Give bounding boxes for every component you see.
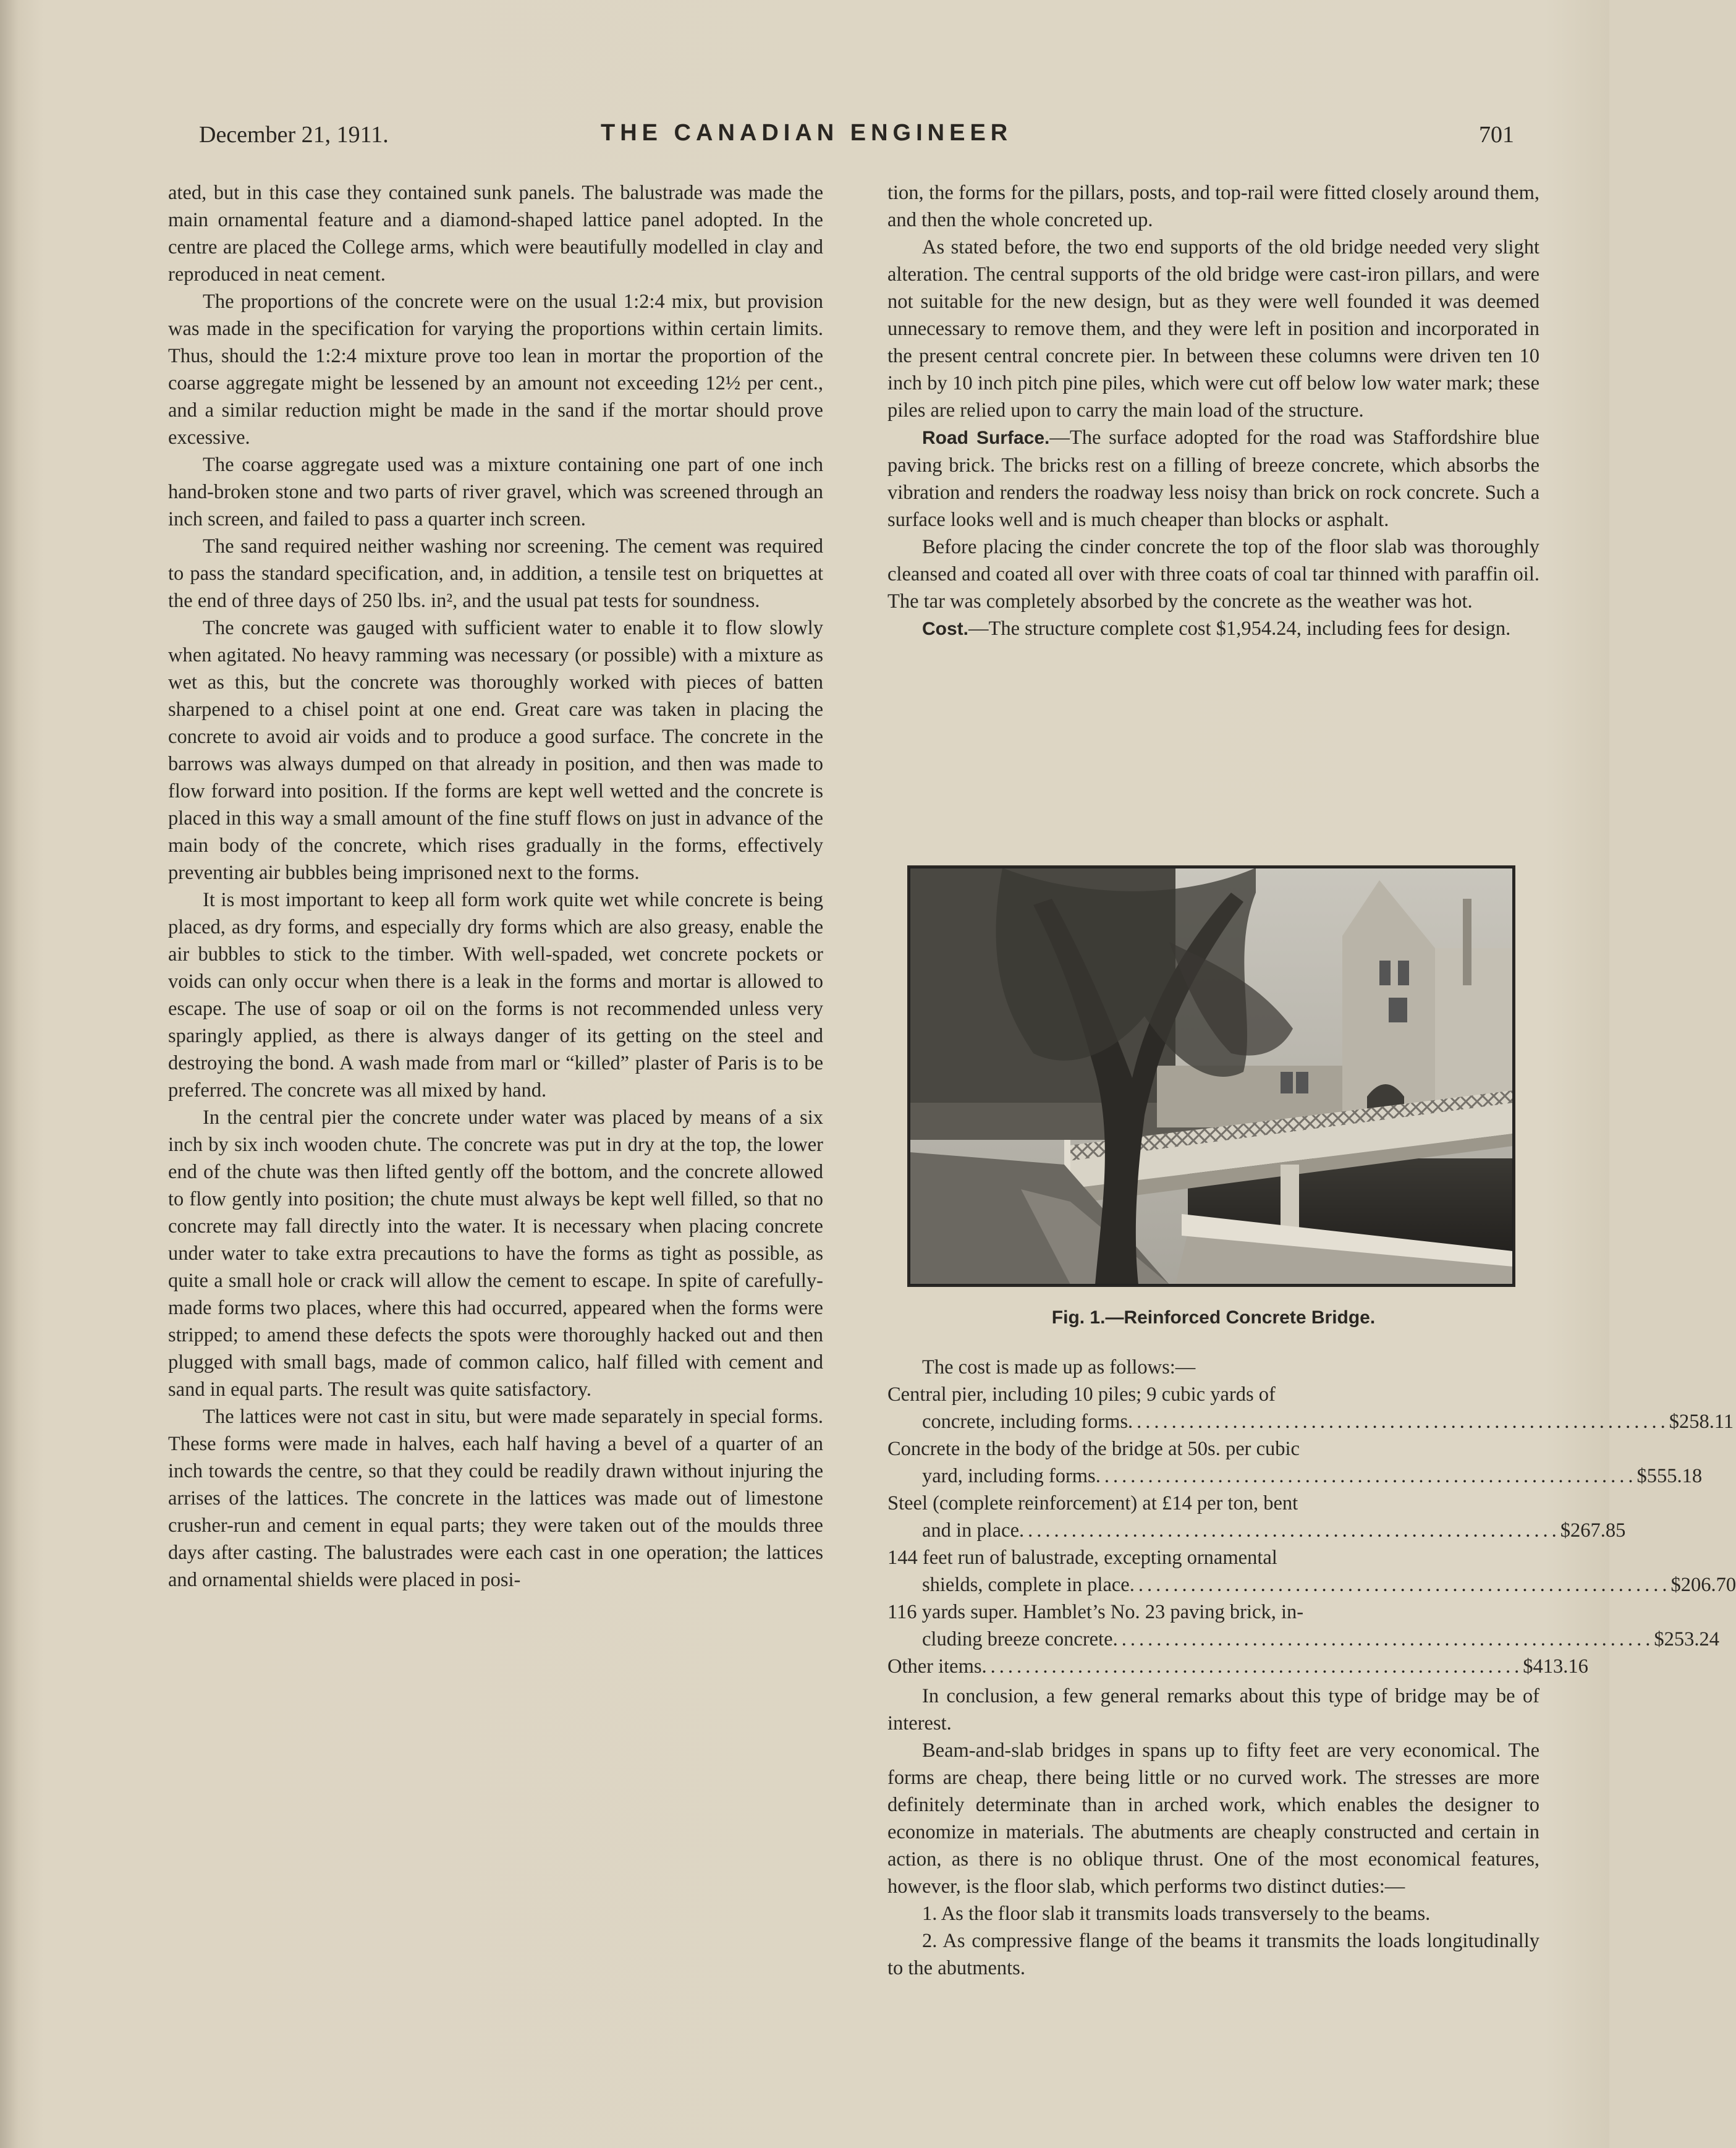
cost-item-description-cont: shields, complete in place [922, 1574, 1130, 1596]
cost-item-amount: $253.24 [1654, 1628, 1719, 1650]
cost-text: —The structure complete cost $1,954.24, including fees for design. [968, 618, 1511, 640]
cost-item-description: 116 yards super. Hamblet’s No. 23 paving brick, in- [887, 1601, 1304, 1623]
cost-item-other: Other items .............................................................. $413.16 [887, 1653, 1539, 1680]
left-column [168, 179, 823, 1594]
paragraph: As stated before, the two end supports of the old bridge needed very slight alteration. The central supports of the old bridge were cast-iron pillars, and were not suitable for the new design, but as they were well founded it was deemed unnecessary to remove them, and they were left in position and incorporated in the present central concrete pier. In between these columns were driven ten 10 inch by 10 inch pitch pine piles, which were cut off below low water mark; these piles are relied upon to carry the main load of the structure. [887, 236, 1539, 422]
cost-item-description: Concrete in the body of the bridge at 50s. per cubic [887, 1438, 1300, 1460]
paragraph: In conclusion, a few general remarks about this type of bridge may be of interest. [887, 1685, 1539, 1734]
cost-item-description-cont: cluding breeze concrete [922, 1628, 1113, 1650]
paragraph: The lattices were not cast in situ, but were made separately in special forms. These forms were made in halves, each half having a bevel of a quarter of an inch towards the centre, so that they could be readily drawn without injuring the arrises of the lattices. The concrete in the lattices was made out of limestone crusher-run and cement in equal parts; they were taken out of the moulds three days after casting. The balustrades were each cast in one operation; the lattices and ornamental shields were placed in posi- [168, 1406, 823, 1591]
paragraph [887, 615, 1539, 643]
bridge-photograph [907, 865, 1515, 1287]
paragraph: The sand required neither washing nor screening. The cement was required to pass the standard specification, and, in addition, a tensile test on briquettes at the end of three days of 250 lbs. in², and the usual pat tests for soundness. [168, 535, 823, 612]
cost-item: Concrete in the body of the bridge at 50s. per cubic yard, including forms .............................................................. $555.18 [887, 1435, 1539, 1490]
cost-item-description-cont: yard, including forms [922, 1465, 1096, 1487]
cost-intro: The cost is made up as follows:— [922, 1356, 1196, 1378]
cost-item-description-cont: concrete, including forms [922, 1411, 1128, 1433]
bridge-photo-illustration [910, 868, 1513, 1284]
paragraph [887, 424, 1539, 533]
issue-date: December 21, 1911. [199, 122, 389, 148]
paragraph: Before placing the cinder concrete the top of the floor slab was thoroughly cleansed and coated all over with three coats of coal tar thinned with paraffin oil. The tar was completely absorbed by the concrete as the weather was hot. [887, 536, 1539, 613]
cost-item-amount: $413.16 [1523, 1655, 1588, 1678]
figure-caption: Fig. 1.—Reinforced Concrete Bridge. [1051, 1307, 1376, 1328]
page-number: 701 [1479, 122, 1514, 148]
paragraph: The coarse aggregate used was a mixture containing one part of one inch hand-broken stone and two parts of river gravel, which was screened through an inch screen, and failed to pass a quarter inch screen. [168, 454, 823, 530]
cost-item: Steel (complete reinforcement) at £14 per ton, bent and in place .............................................................. $267.85 [887, 1490, 1539, 1544]
conclusion-section [887, 1683, 1539, 1982]
cost-heading: Cost. [922, 619, 968, 639]
paragraph: Beam-and-slab bridges in spans up to fifty feet are very economical. The forms are cheap, there being little or no curved work. The stresses are more definitely determinate than in arched work, which enables the designer to economize in materials. The abutments are cheaply constructed and certain in action, as there is no oblique thrust. One of the most economical features, however, is the floor slab, which performs two distinct duties:— [887, 1739, 1539, 1898]
cost-breakdown [887, 1354, 1736, 1680]
cost-item-amount: $555.18 [1636, 1465, 1703, 1487]
cost-item: 144 feet run of balustrade, excepting ornamental shields, complete in place .............................................................. $206.70 [887, 1544, 1539, 1598]
paragraph: 2. As compressive flange of the beams it transmits the loads longitudinally to the abutments. [887, 1930, 1539, 1979]
paragraph: In the central pier the concrete under water was placed by means of a six inch by six inch wooden chute. The concrete was put in dry at the top, the lower end of the chute was then lifted gently off the bottom, and the concrete allowed to flow gently into position; the chute must always be kept well filled, so that no concrete may fall directly into the water. It is necessary when placing concrete under water to take extra precautions to have the forms as tight as possible, as quite a small hole or crack will allow the cement to escape. In spite of carefully-made forms two places, where this had occurred, appeared when the forms were stripped; to amend these defects the spots were thoroughly hacked out and then plugged with small bags, made of common calico, half filled with cement and sand in equal parts. The result was quite satisfactory. [168, 1106, 823, 1401]
paragraph: The proportions of the concrete were on the usual 1:2:4 mix, but provision was made in the specification for varying the proportions within certain limits. Thus, should the 1:2:4 mixture prove too lean in mortar the proportion of the coarse aggregate might be lessened by an amount not exceeding 12½ per cent., and a similar reduction might be made in the sand if the mortar should prove excessive. [168, 291, 823, 449]
cost-item-amount: $267.85 [1560, 1519, 1626, 1542]
right-column [887, 179, 1539, 643]
cost-item-description: 144 feet run of balustrade, excepting ornamental [887, 1547, 1277, 1569]
paragraph: 1. As the floor slab it transmits loads transversely to the beams. [922, 1903, 1431, 1925]
cost-item: 116 yards super. Hamblet’s No. 23 paving brick, in- cluding breeze concrete .............................................................. $253.24 [887, 1598, 1539, 1653]
page-header [199, 117, 1514, 155]
cost-item-description: Other items [887, 1655, 982, 1678]
cost-item-description: Steel (complete reinforcement) at £14 per ton, bent [887, 1492, 1298, 1514]
paragraph: ated, but in this case they contained sunk panels. The balustrade was made the main ornamental feature and a diamond-shaped lattice panel adopted. In the centre are placed the College arms, which were beautifully modelled in clay and reproduced in neat cement. [168, 182, 823, 286]
paragraph: It is most important to keep all form work quite wet while concrete is being placed, as dry forms, and especially dry forms which are also greasy, enable the air bubbles to stick to the timber. With well-spaded, wet concrete pockets or voids can only occur when there is a leak in the forms and mortar is allowed to escape. The use of soap or oil on the forms is not recommended unless very sparingly applied, as there is always danger of its getting on the steel and destroying the bond. A wash made from marl or “killed” plaster of Paris is to be preferred. The concrete was all mixed by hand. [168, 889, 823, 1102]
road-surface-text: —The surface adopted for the road was Staffordshire blue paving brick. The bricks rest on a filling of breeze concrete, which absorbs the vibration and renders the roadway less noisy than brick on rock concrete. Such a surface looks well and is much cheaper than blocks or asphalt. [887, 427, 1539, 531]
cost-item-amount: $206.70 [1670, 1574, 1736, 1596]
paragraph: tion, the forms for the pillars, posts, and top-rail were fitted closely around them, and then the whole concreted up. [887, 182, 1539, 231]
cost-item: Central pier, including 10 piles; 9 cubic yards of concrete, including forms .............................................................. $258.11 [887, 1381, 1539, 1435]
cost-item-description: Central pier, including 10 piles; 9 cubic yards of [887, 1383, 1276, 1406]
cost-item-amount: $258.11 [1669, 1411, 1734, 1433]
journal-title: THE CANADIAN ENGINEER [601, 120, 1013, 146]
paragraph: The concrete was gauged with sufficient water to enable it to flow slowly when agitated. No heavy ramming was necessary (or possible) with a mixture as wet as this, but the concrete was thoroughly worked with pieces of batten sharpened to a chisel point at one end. Great care was taken in placing the concrete to avoid air voids and to produce a good surface. The concrete in the barrows was always dumped on that already in position, and then was made to flow forward into position. If the forms are kept well wetted and the concrete is placed in this way a small amount of the fine stuff flows on just in advance of the main body of the concrete, which rises gradually in the forms, effectively preventing air bubbles being imprisoned next to the forms. [168, 617, 823, 884]
cost-item-description-cont: and in place [922, 1519, 1020, 1542]
road-surface-heading: Road Surface. [922, 428, 1050, 448]
